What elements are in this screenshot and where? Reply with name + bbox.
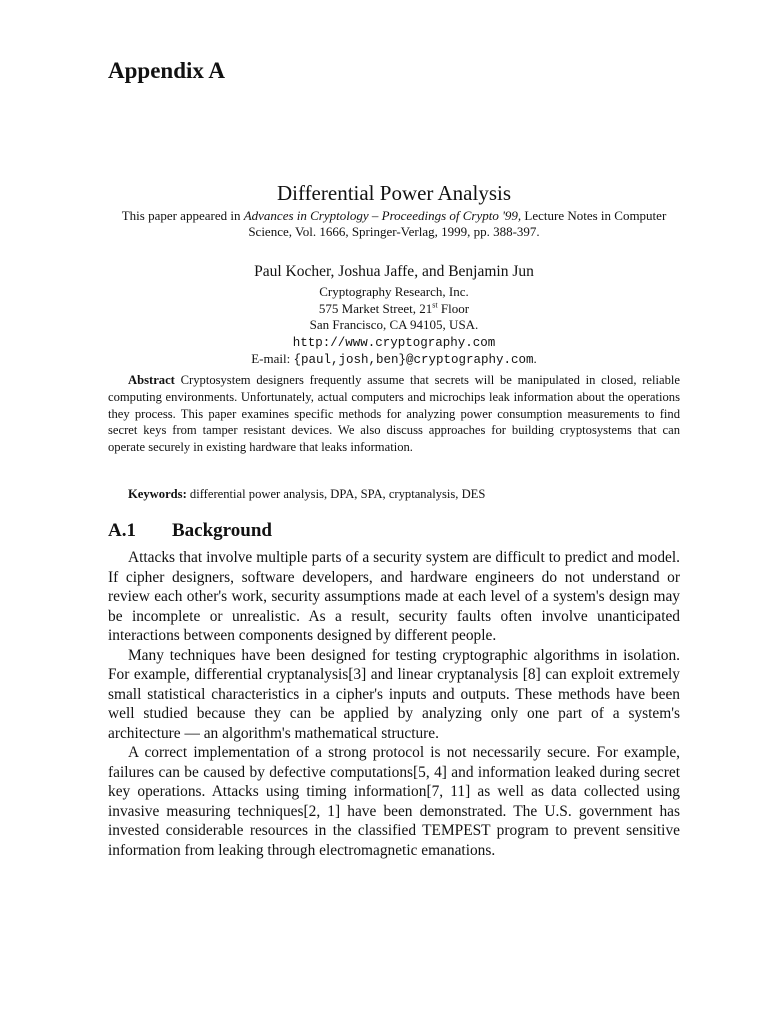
section-body (108, 548, 680, 860)
body-paragraph-1: Attacks that involve multiple parts of a security system are difficult to predict and model. If cipher designers, software developers, and hardware engineers do not understand or review each other's work, security assumptions made at each level of a system's design may be incomplete or unrealistic. As a result, security faults often involve unanticipated interactions between components designed by different people. (108, 549, 680, 644)
affiliation-url-line (100, 334, 688, 352)
abstract (108, 372, 680, 456)
abstract-text: Cryptosystem designers frequently assume that secrets will be manipulated in closed, reliable computing environments. Unfortunately, actual computers and microchips leak information about the operations they process. This paper examines specific methods for analyzing power consumption measurements to find secret keys from tamper resistant devices. We also discuss approaches for building cryptosystems that can operate securely in existing hardware that leaks information. (108, 373, 680, 455)
affiliation-org: Cryptography Research, Inc. (319, 284, 469, 299)
street-suffix: Floor (437, 300, 470, 316)
publication-venue: Advances in Cryptology – Proceedings of Crypto '99, (243, 208, 522, 223)
author-names: Paul Kocher, Joshua Jaffe, and Benjamin Jun (254, 263, 534, 280)
email-end: . (533, 351, 537, 366)
street-ordinal: st (432, 300, 438, 310)
abstract-label: Abstract (128, 373, 175, 387)
street-prefix: 575 Market Street, 21 (318, 300, 433, 316)
appendix-heading: Appendix A (108, 58, 225, 83)
email-label: E-mail: (251, 351, 294, 366)
publication-note-suffix: Lecture Notes in Computer Science, Vol. 1666, Springer-Verlag, 1999, pp. 388-397. (248, 208, 667, 239)
title-block (100, 180, 688, 369)
affiliation-street (100, 301, 688, 318)
affiliation-email[interactable]: {paul,josh,ben}@cryptography.com (293, 353, 534, 367)
paper-title: Differential Power Analysis (276, 181, 512, 205)
publication-note (100, 208, 688, 240)
keywords (128, 487, 485, 502)
body-paragraph-3: A correct implementation of a strong protocol is not necessarily secure. For example, failures can be caused by defective computations[5, 4] and information leaked during secret key operations. Attacks using timing information[7, 11] as well as data collected using invasive measuring techniques[2, 1] have been demonstrated. The U.S. government has invested considerable resources in the classified TEMPEST program to prevent sensitive information from leaking through electromagnetic emanations. (108, 744, 680, 859)
keywords-label: Keywords: (128, 487, 187, 501)
keywords-text: differential power analysis, DPA, SPA, cryptanalysis, DES (186, 487, 486, 501)
section-number: A.1 (108, 520, 136, 541)
section-heading (108, 520, 272, 542)
affiliation-url[interactable]: http://www.cryptography.com (292, 335, 496, 350)
affiliation-email-line (100, 351, 688, 369)
body-paragraph-2: Many techniques have been designed for testing cryptographic algorithms in isolation. For example, differential cryptanalysis[3] and linear cryptanalysis [8] can exploit extremely small statistical characteristics in a cipher's inputs and outputs. These methods have been well studied because they can be applied by analyzing only one part of a system's architecture — an algorithm's mathematical structure. (108, 646, 680, 742)
affiliation-city: San Francisco, CA 94105, USA. (309, 317, 479, 332)
publication-note-prefix: This paper appeared in (121, 208, 244, 223)
section-title: Background (172, 520, 272, 541)
